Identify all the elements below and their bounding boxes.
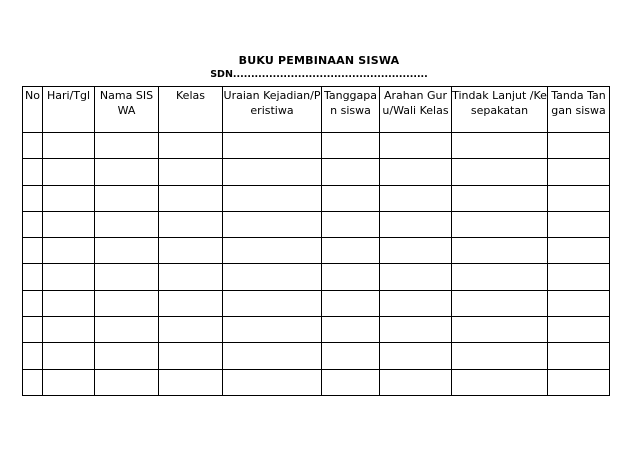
header-no: No [23,87,43,133]
table-cell [23,264,43,290]
table-row [23,185,610,211]
table-cell [380,159,452,185]
table-row [23,264,610,290]
table-row [23,159,610,185]
table-cell [548,211,610,237]
table-cell [23,211,43,237]
table-cell [23,133,43,159]
table-cell [380,238,452,264]
table-cell [223,159,322,185]
table-cell [223,290,322,316]
table-cell [23,343,43,369]
table-cell [95,211,159,237]
table-cell [548,264,610,290]
table-cell [223,264,322,290]
table-cell [223,185,322,211]
table-cell [159,159,223,185]
table-cell [548,159,610,185]
table-cell [43,133,95,159]
table-cell [159,133,223,159]
table-cell [322,159,380,185]
table-cell [452,159,548,185]
table-cell [322,317,380,343]
table-cell [159,290,223,316]
table-cell [548,290,610,316]
header-student-name: Nama SISWA [95,87,159,133]
table-cell [95,369,159,395]
table-cell [43,264,95,290]
header-class: Kelas [159,87,223,133]
table-cell [452,369,548,395]
table-cell [23,290,43,316]
table-cell [322,211,380,237]
table-cell [43,290,95,316]
table-row [23,211,610,237]
table-cell [223,238,322,264]
table-cell [223,317,322,343]
table-row [23,238,610,264]
table-cell [43,317,95,343]
table-cell [452,343,548,369]
table-cell [95,238,159,264]
table-cell [43,159,95,185]
table-row [23,343,610,369]
table-cell [548,343,610,369]
table-cell [159,238,223,264]
table-cell [380,369,452,395]
table-cell [23,238,43,264]
header-follow-up: Tindak Lanjut /Kesepakatan [452,87,548,133]
table-cell [43,238,95,264]
table-cell [380,211,452,237]
table-cell [159,317,223,343]
table-cell [322,264,380,290]
school-name-line: SDN...................................................... [210,69,428,80]
table-row [23,133,610,159]
table-cell [322,343,380,369]
table-cell [23,185,43,211]
table-cell [95,264,159,290]
table-cell [452,264,548,290]
table-cell [452,133,548,159]
table-cell [322,133,380,159]
table-cell [43,369,95,395]
student-guidance-table [22,86,610,396]
table-cell [43,185,95,211]
table-row [23,317,610,343]
table-cell [95,159,159,185]
header-student-response: Tanggapan siswa [322,87,380,133]
table-cell [95,133,159,159]
table-cell [223,133,322,159]
table-cell [23,159,43,185]
table-row [23,369,610,395]
table-cell [95,290,159,316]
header-date: Hari/Tgl [43,87,95,133]
table-cell [380,185,452,211]
header-teacher-guidance: Arahan Guru/Wali Kelas [380,87,452,133]
table-cell [23,317,43,343]
table-cell [322,185,380,211]
header-student-signature: Tanda Tangan siswa [548,87,610,133]
table-cell [43,343,95,369]
table-cell [452,317,548,343]
table-cell [548,317,610,343]
table-body [23,133,610,396]
table-cell [223,369,322,395]
document-title: BUKU PEMBINAAN SISWA [238,54,400,67]
table-cell [159,343,223,369]
table-cell [452,211,548,237]
header-incident-description: Uraian Kejadian/Peristiwa [223,87,322,133]
table-cell [548,238,610,264]
table-cell [159,264,223,290]
table-cell [159,369,223,395]
table-cell [452,238,548,264]
table-cell [452,185,548,211]
table-cell [95,343,159,369]
table-cell [380,343,452,369]
table-cell [223,343,322,369]
table-cell [548,369,610,395]
table-cell [43,211,95,237]
table-row [23,290,610,316]
table-cell [380,290,452,316]
table-cell [159,185,223,211]
table-cell [452,290,548,316]
table-cell [322,369,380,395]
table-cell [322,238,380,264]
table-cell [23,369,43,395]
table-cell [380,133,452,159]
table-cell [95,317,159,343]
table-cell [548,185,610,211]
table-cell [223,211,322,237]
table-cell [380,317,452,343]
table-cell [380,264,452,290]
table-cell [322,290,380,316]
table-cell [548,133,610,159]
table-cell [95,185,159,211]
table-header-row [23,87,610,133]
table-cell [159,211,223,237]
